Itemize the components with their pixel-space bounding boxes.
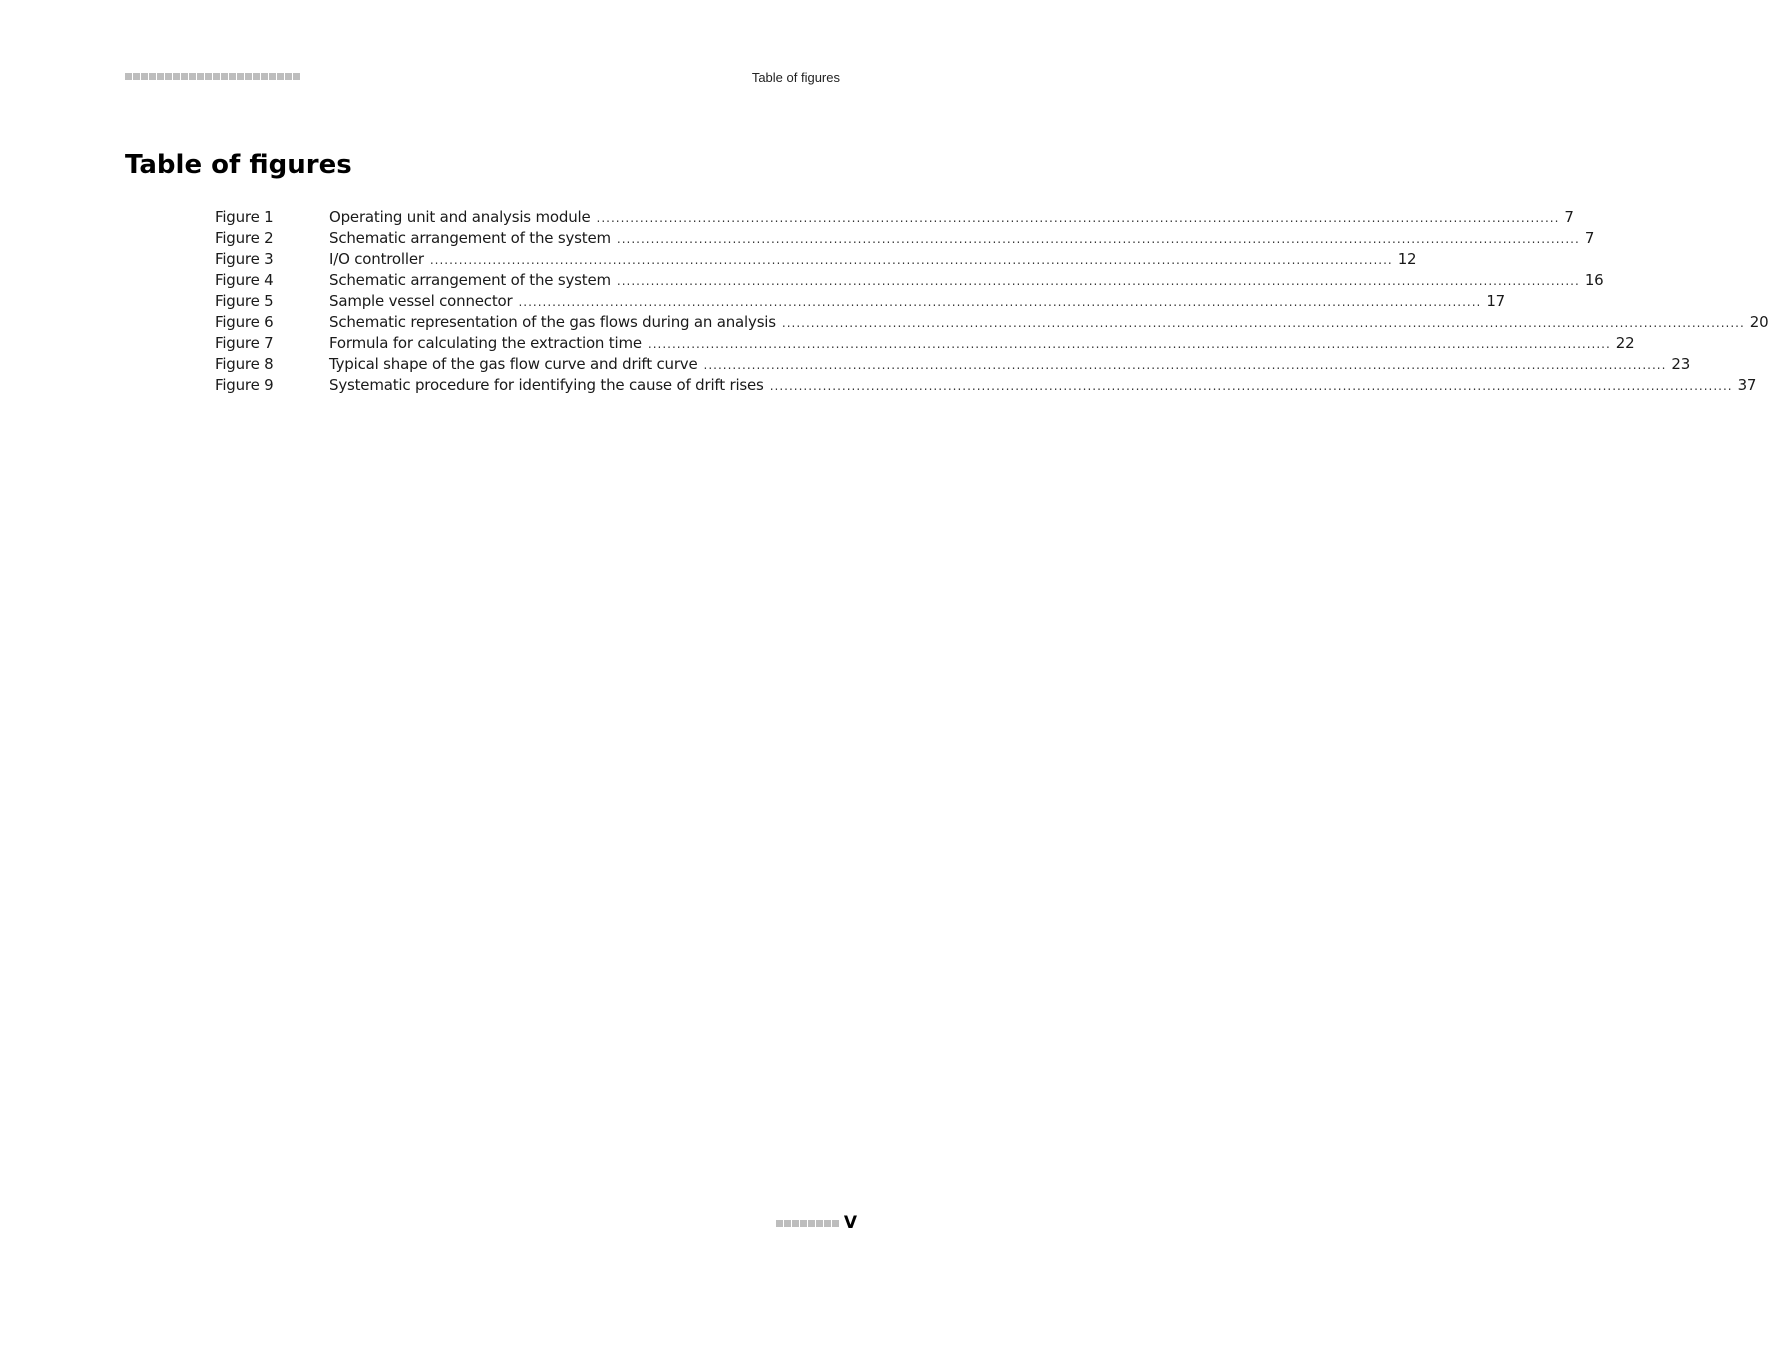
figure-entry[interactable] [215,313,1768,334]
figure-page-number: 20 [1749,313,1768,331]
decor-square [213,73,220,80]
leader-dots: ........................................................................................................................................................................................................ [769,379,1733,393]
figure-title: Systematic procedure for identifying the cause of drift rises [329,376,764,394]
figure-title: Sample vessel connector [329,292,513,310]
decor-square [816,1220,823,1227]
decor-square [141,73,148,80]
figure-entry[interactable] [215,355,1691,376]
figure-label: Figure 3 [215,250,274,268]
figure-title: I/O controller [329,250,424,268]
decor-square [832,1220,839,1227]
footer-decor-squares [776,1220,839,1227]
leader-dots: ........................................................................................................................................................................................................ [518,295,1482,309]
decor-square [205,73,212,80]
leader-dots: ........................................................................................................................................................................................................ [647,337,1611,351]
decor-square [173,73,180,80]
decor-square [221,73,228,80]
decor-square [197,73,204,80]
figure-label: Figure 5 [215,292,274,310]
decor-square [149,73,156,80]
figure-title: Schematic representation of the gas flows during an analysis [329,313,776,331]
figure-entry[interactable] [215,229,1595,250]
decor-square [229,73,236,80]
figure-entry[interactable] [215,208,1574,229]
figure-page-number: 16 [1584,271,1604,289]
figure-label: Figure 2 [215,229,274,247]
leader-dots: ........................................................................................................................................................................................................ [596,211,1560,225]
page-title: Table of figures [125,150,352,180]
figure-entry[interactable] [215,376,1757,397]
decor-square [125,73,132,80]
decor-square [181,73,188,80]
leader-dots: ........................................................................................................................................................................................................ [781,316,1745,330]
decor-square [800,1220,807,1227]
decor-square [293,73,300,80]
decor-square [277,73,284,80]
decor-square [165,73,172,80]
running-header-title: Table of figures [751,70,840,85]
figure-page-number: 7 [1564,208,1574,226]
figure-entry[interactable] [215,250,1417,271]
decor-square [285,73,292,80]
figure-list [215,208,1768,397]
decor-square [133,73,140,80]
decor-square [253,73,260,80]
figure-page-number: 23 [1671,355,1691,373]
figure-label: Figure 1 [215,208,274,226]
figure-page-number: 12 [1397,250,1417,268]
figure-page-number: 37 [1737,376,1757,394]
figure-label: Figure 7 [215,334,274,352]
figure-label: Figure 4 [215,271,274,289]
leader-dots: ........................................................................................................................................................................................................ [616,232,1580,246]
figure-page-number: 7 [1584,229,1595,247]
figure-page-number: 22 [1615,334,1635,352]
figure-title: Formula for calculating the extraction time [329,334,642,352]
figure-entry[interactable] [215,271,1604,292]
decor-square [261,73,268,80]
leader-dots: ........................................................................................................................................................................................................ [703,358,1667,372]
figure-label: Figure 6 [215,313,274,331]
decor-square [784,1220,791,1227]
decor-square [237,73,244,80]
decor-square [269,73,276,80]
figure-title: Schematic arrangement of the system [329,229,611,247]
figure-entry[interactable] [215,292,1506,313]
figure-entry[interactable] [215,334,1635,355]
decor-square [189,73,196,80]
leader-dots: ........................................................................................................................................................................................................ [616,274,1580,288]
figure-title: Schematic arrangement of the system [329,271,611,289]
leader-dots: ........................................................................................................................................................................................................ [429,253,1393,267]
decor-square [808,1220,815,1227]
decor-square [157,73,164,80]
figure-title: Typical shape of the gas flow curve and drift curve [329,355,698,373]
figure-label: Figure 9 [215,376,274,394]
figure-title: Operating unit and analysis module [329,208,591,226]
decor-square [776,1220,783,1227]
decor-square [824,1220,831,1227]
figure-page-number: 17 [1486,292,1506,310]
page-number: V [843,1213,857,1233]
page-footer [776,1213,857,1233]
decor-square [792,1220,799,1227]
decor-square [245,73,252,80]
header-decor-squares [125,73,300,80]
figure-label: Figure 8 [215,355,274,373]
